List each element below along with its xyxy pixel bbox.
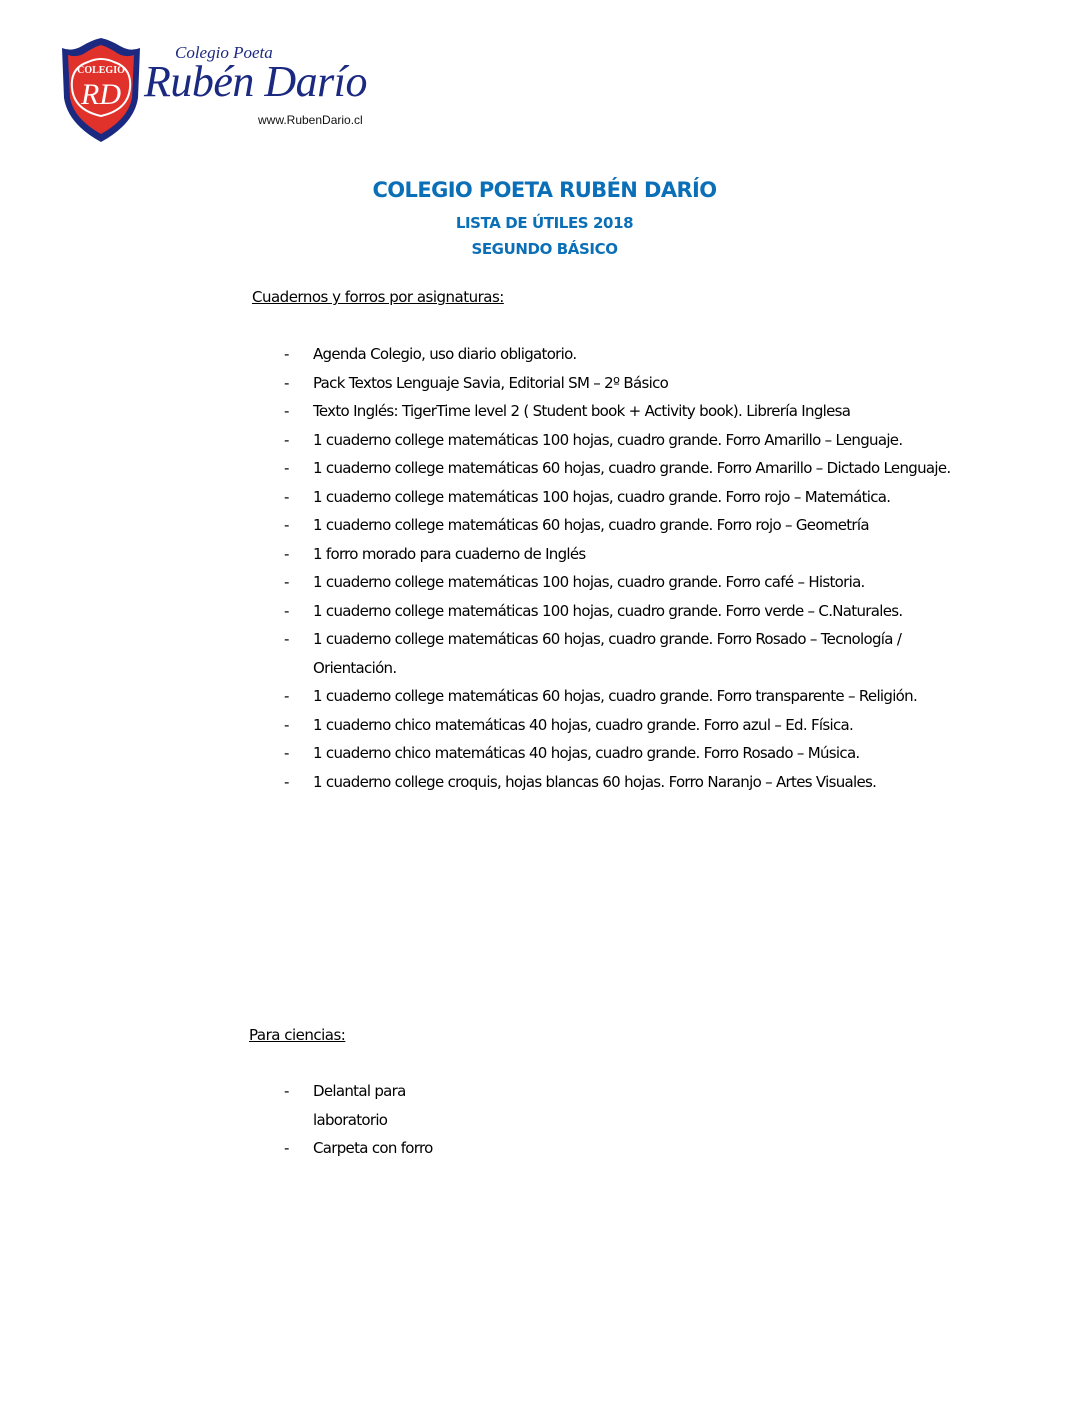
document-title: COLEGIO POETA RUBÉN DARÍO bbox=[372, 178, 717, 202]
grade-label: SEGUNDO BÁSICO bbox=[471, 240, 618, 258]
bullet-dash: - bbox=[284, 459, 289, 477]
bullet-dash: - bbox=[284, 687, 289, 705]
list-item: - 1 cuaderno college matemáticas 100 hojas, cuadro grande. Forro café – Historia. bbox=[284, 568, 964, 597]
supplies-list-cuadernos bbox=[284, 340, 964, 796]
section-heading-ciencias: Para ciencias: bbox=[249, 1026, 346, 1044]
bullet-dash: - bbox=[284, 601, 289, 620]
svg-text:COLEGIO: COLEGIO bbox=[77, 65, 125, 76]
list-item: - Delantal para laboratorio bbox=[284, 1077, 444, 1134]
logo-url: www.RubenDario.cl bbox=[258, 113, 363, 127]
bullet-dash: - bbox=[284, 1082, 289, 1100]
logo-small-text: Colegio Poeta bbox=[175, 43, 273, 62]
list-item: - Pack Textos Lenguaje Savia, Editorial SM – 2º Básico bbox=[284, 369, 964, 398]
bullet-dash: - bbox=[284, 715, 289, 734]
bullet-dash: - bbox=[284, 402, 289, 420]
supplies-list-ciencias bbox=[284, 1077, 444, 1163]
svg-text:RD: RD bbox=[81, 78, 121, 111]
shield-emblem-icon bbox=[58, 38, 144, 143]
bullet-dash: - bbox=[284, 516, 289, 534]
bullet-dash: - bbox=[284, 345, 289, 363]
list-item: - 1 cuaderno college matemáticas 100 hojas, cuadro grande. Forro rojo – Matemática. bbox=[284, 483, 964, 512]
section-heading-cuadernos: Cuadernos y forros por asignaturas: bbox=[252, 288, 504, 306]
bullet-dash: - bbox=[284, 744, 289, 762]
list-item: - 1 forro morado para cuaderno de Inglés bbox=[284, 540, 964, 569]
bullet-dash: - bbox=[284, 544, 289, 563]
document-subtitle: LISTA DE ÚTILES 2018 bbox=[455, 214, 634, 232]
school-logo bbox=[58, 38, 398, 143]
bullet-dash: - bbox=[284, 1139, 289, 1157]
bullet-dash: - bbox=[284, 772, 289, 791]
bullet-dash: - bbox=[284, 630, 289, 648]
bullet-dash: - bbox=[284, 430, 289, 449]
logo-school-name: Rubén Darío bbox=[144, 57, 368, 106]
list-item: - 1 cuaderno college matemáticas 60 hojas, cuadro grande. Forro rojo – Geometría bbox=[284, 511, 964, 540]
bullet-dash: - bbox=[284, 573, 289, 591]
bullet-dash: - bbox=[284, 487, 289, 506]
list-item: - 1 cuaderno college croquis, hojas blancas 60 hojas. Forro Naranjo – Artes Visuales. bbox=[284, 768, 964, 797]
list-item: - 1 cuaderno chico matemáticas 40 hojas, cuadro grande. Forro Rosado – Música. bbox=[284, 739, 964, 768]
list-item: - 1 cuaderno college matemáticas 100 hojas, cuadro grande. Forro verde – C.Naturales. bbox=[284, 597, 964, 626]
bullet-dash: - bbox=[284, 373, 289, 392]
list-item: - 1 cuaderno college matemáticas 60 hojas, cuadro grande. Forro transparente – Religión. bbox=[284, 682, 964, 711]
list-item: - Agenda Colegio, uso diario obligatorio. bbox=[284, 340, 964, 369]
list-item: - Carpeta con forro bbox=[284, 1134, 444, 1163]
list-item: - 1 cuaderno college matemáticas 60 hojas, cuadro grande. Forro Amarillo – Dictado Lenguaje. bbox=[284, 454, 964, 483]
list-item: - Texto Inglés: TigerTime level 2 ( Student book + Activity book). Librería Inglesa bbox=[284, 397, 964, 426]
list-item: - 1 cuaderno chico matemáticas 40 hojas, cuadro grande. Forro azul – Ed. Física. bbox=[284, 711, 964, 740]
list-item: - 1 cuaderno college matemáticas 60 hojas, cuadro grande. Forro Rosado – Tecnología / Orientación. bbox=[284, 625, 964, 682]
list-item: - 1 cuaderno college matemáticas 100 hojas, cuadro grande. Forro Amarillo – Lenguaje. bbox=[284, 426, 964, 455]
